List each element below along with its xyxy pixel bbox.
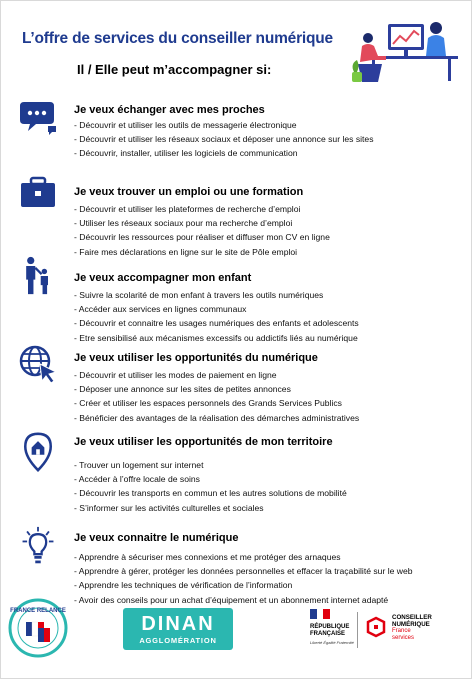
- list-item: - Découvrir, installer, utiliser les logiciels de communication: [74, 146, 374, 160]
- dinan-name: DINAN: [141, 613, 215, 635]
- section-list: [74, 458, 347, 515]
- republique-francaise-logo: [310, 606, 370, 656]
- cn-line-2: NUMÉRIQUE: [392, 621, 430, 628]
- section-list: [74, 368, 359, 425]
- list-item: - Découvrir et utiliser les modes de paiement en ligne: [74, 368, 359, 382]
- rf-line-2: FRANÇAISE: [310, 631, 346, 637]
- footer-logos: [0, 598, 472, 668]
- cn-line-4: services: [392, 635, 415, 641]
- list-item: - Déposer une annonce sur les sites de petites annonces: [74, 382, 359, 396]
- list-item: - Avoir des conseils pour un achat d’équipement et un abonnement internet adapté: [74, 593, 413, 607]
- cn-line-1: CONSEILLER: [392, 614, 432, 621]
- conseiller-numerique-icon: [365, 616, 387, 638]
- section-title: Je veux utiliser les opportunités du numérique: [74, 352, 318, 364]
- dinan-agglomeration-logo: [123, 608, 233, 650]
- list-item: - Découvrir les ressources pour réaliser et diffuser mon CV en ligne: [74, 230, 330, 244]
- list-item: - Utiliser les réseaux sociaux pour ma recherche d’emploi: [74, 216, 330, 230]
- briefcase-icon: [18, 174, 58, 214]
- list-item: - Découvrir les transports en commun et les autres solutions de mobilité: [74, 486, 347, 500]
- page-title: L’offre de services du conseiller numérique: [22, 30, 333, 47]
- conseiller-numerique-text: [392, 614, 432, 642]
- list-item: - Découvrir et utiliser les outils de messagerie électronique: [74, 118, 374, 132]
- list-item: - Bénéficier des avantages de la réalisation des démarches administratives: [74, 411, 359, 425]
- section-title: Je veux connaitre le numérique: [74, 532, 239, 544]
- parent-child-icon: [18, 256, 58, 296]
- section-title: Je veux accompagner mon enfant: [74, 272, 252, 284]
- speech-bubble-icon: [18, 98, 58, 138]
- list-item: - Etre sensibilisé aux mécanismes excessifs ou addictifs liés au numérique: [74, 331, 359, 345]
- list-item: - Suivre la scolarité de mon enfant à travers les outils numériques: [74, 288, 359, 302]
- workers-at-desk-illustration: [348, 14, 464, 84]
- lightbulb-icon: [18, 526, 58, 566]
- logo-separator: [357, 612, 358, 648]
- section-list: [74, 288, 359, 345]
- france-relance-logo: [8, 598, 68, 658]
- france-relance-text: FRANCE RELANCE: [10, 608, 66, 614]
- list-item: - Créer et utiliser les espaces personnels des Grands Services Publics: [74, 396, 359, 410]
- page-subtitle: Il / Elle peut m’accompagner si:: [77, 62, 272, 77]
- globe-cursor-icon: [18, 344, 58, 384]
- location-home-icon: [18, 432, 58, 472]
- marianne-flag-icon: [310, 609, 330, 619]
- list-item: - Accéder aux services en lignes communaux: [74, 302, 359, 316]
- cn-line-3: France: [392, 628, 411, 634]
- rf-devise: Liberté Égalité Fraternité: [310, 640, 354, 645]
- list-item: - Découvrir et utiliser les réseaux sociaux et déposer une annonce sur les sites: [74, 132, 374, 146]
- list-item: - S’informer sur les activités culturelles et sociales: [74, 501, 347, 515]
- list-item: - Faire mes déclarations en ligne sur le site de Pôle emploi: [74, 245, 330, 259]
- list-item: - Découvrir et connaitre les usages numériques des enfants et adolescents: [74, 316, 359, 330]
- list-item: - Découvrir et utiliser les plateformes de recherche d’emploi: [74, 202, 330, 216]
- section-title: Je veux utiliser les opportunités de mon territoire: [74, 436, 333, 448]
- list-item: - Apprendre à gérer, protéger les données personnelles et effacer la traçabilité sur le web: [74, 564, 413, 578]
- list-item: - Apprendre à sécuriser mes connexions et me protéger des arnaques: [74, 550, 413, 564]
- section-list: [74, 118, 374, 161]
- list-item: - Trouver un logement sur internet: [74, 458, 347, 472]
- section-title: Je veux échanger avec mes proches: [74, 104, 265, 116]
- list-item: - Accéder à l’offre locale de soins: [74, 472, 347, 486]
- list-item: - Apprendre les techniques de vérification de l’information: [74, 578, 413, 592]
- rf-line-1: RÉPUBLIQUE: [310, 624, 350, 630]
- dinan-subtitle: AGGLOMÉRATION: [139, 636, 217, 645]
- section-list: [74, 202, 330, 259]
- section-title: Je veux trouver un emploi ou une formation: [74, 186, 304, 198]
